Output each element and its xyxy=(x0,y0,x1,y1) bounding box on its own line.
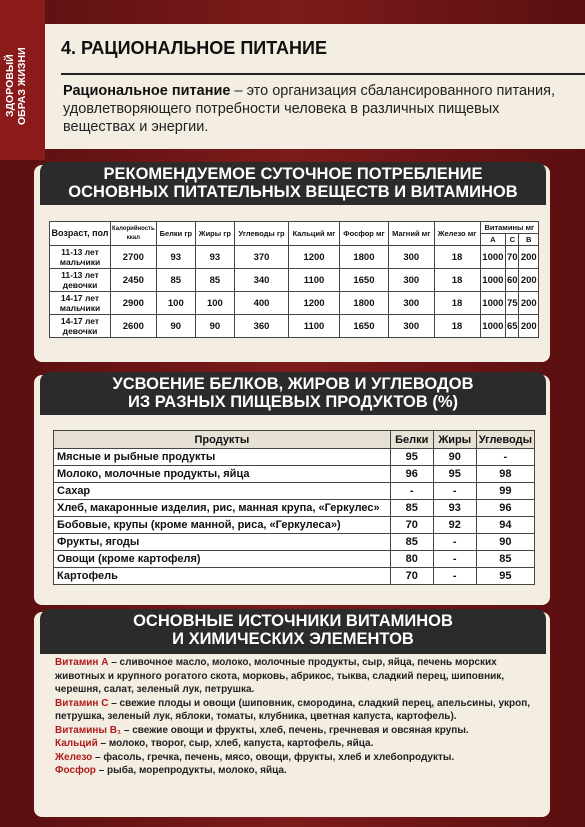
value-cell: 1000 xyxy=(480,246,506,269)
table-row xyxy=(54,534,535,551)
table-row xyxy=(54,449,535,466)
value-cell: 90 xyxy=(195,315,234,338)
value-cell: 2700 xyxy=(111,246,157,269)
col-header-fat: Жиры xyxy=(433,431,476,449)
product-cell: Картофель xyxy=(54,568,391,585)
fat-cell: 95 xyxy=(433,466,476,483)
col-header-iron: Железо мг xyxy=(434,222,480,246)
vitamin-sources: – свежие плоды и овощи (шиповник, смородина, сладкий перец, апельсины, укроп, петрушка, зеленый лук, яблоки, томаты, клубника, цветная капуста, картофель). xyxy=(55,697,531,722)
age-cell: 11-13 лет девочки xyxy=(50,269,111,292)
title-underline xyxy=(61,73,585,75)
value-cell: 1200 xyxy=(289,292,340,315)
intro-paragraph xyxy=(63,82,568,136)
fat-cell: - xyxy=(433,534,476,551)
protein-cell: - xyxy=(390,483,433,500)
value-cell: 100 xyxy=(195,292,234,315)
product-cell: Овощи (кроме картофеля) xyxy=(54,551,391,568)
value-cell: 300 xyxy=(389,246,435,269)
vitamin-sources: – сливочное масло, молоко, молочные продукты, сыр, яйца, печень морских животных и крупного рогатого скота, морковь, абрикос, тыква, сладкий перец, шиповник, черешня, салат, зеленый лук, петрушка. xyxy=(55,657,505,695)
col-header-phosphorus: Фосфор мг xyxy=(339,222,388,246)
table-row xyxy=(50,315,539,338)
col-header-vit-c: С xyxy=(506,234,519,246)
list-item xyxy=(55,656,537,697)
value-cell: 300 xyxy=(389,269,435,292)
sidebar-tab xyxy=(0,0,45,160)
table-header-row xyxy=(50,222,539,234)
value-cell: 1100 xyxy=(289,269,340,292)
value-cell: 18 xyxy=(434,315,480,338)
sidebar-label-line2: ОБРАЗ ЖИЗНИ xyxy=(16,47,28,125)
vitamin-sources-list xyxy=(55,656,537,778)
value-cell: 1800 xyxy=(339,246,388,269)
element-sources: – рыба, морепродукты, молоко, яйца. xyxy=(95,765,287,776)
col-header-carbs: Углеводы гр xyxy=(234,222,288,246)
value-cell: 200 xyxy=(519,315,539,338)
carbs-cell: 94 xyxy=(476,517,534,534)
carbs-cell: 99 xyxy=(476,483,534,500)
intro-text: – это организация сбалансированного питания, удовлетворяющего потребности человека в различных пищевых веществах и энергии. xyxy=(63,83,556,135)
col-header-protein: Белки гр xyxy=(156,222,195,246)
protein-cell: 96 xyxy=(390,466,433,483)
element-name: Фосфор xyxy=(55,765,96,776)
col-header-vit-b: В xyxy=(519,234,539,246)
table-row xyxy=(54,466,535,483)
value-cell: 1650 xyxy=(339,315,388,338)
table-row xyxy=(54,483,535,500)
value-cell: 60 xyxy=(506,269,519,292)
protein-cell: 85 xyxy=(390,534,433,551)
header-panel xyxy=(45,24,585,149)
table-row xyxy=(54,551,535,568)
table-row xyxy=(50,269,539,292)
carbs-cell: 98 xyxy=(476,466,534,483)
protein-cell: 80 xyxy=(390,551,433,568)
vitamin-name: Витамин С xyxy=(55,697,109,709)
list-item xyxy=(55,751,537,765)
fat-cell: - xyxy=(433,568,476,585)
value-cell: 1000 xyxy=(480,292,506,315)
protein-cell: 95 xyxy=(390,449,433,466)
vitamin-name: Витамины В₁ xyxy=(55,724,122,736)
table-row xyxy=(54,568,535,585)
absorption-table xyxy=(53,430,535,585)
carbs-cell: 90 xyxy=(476,534,534,551)
value-cell: 18 xyxy=(434,292,480,315)
value-cell: 93 xyxy=(156,246,195,269)
value-cell: 1650 xyxy=(339,269,388,292)
protein-cell: 70 xyxy=(390,517,433,534)
value-cell: 90 xyxy=(156,315,195,338)
section2-title-line1: УСВОЕНИЕ БЕЛКОВ, ЖИРОВ И УГЛЕВОДОВ xyxy=(112,375,474,393)
element-name: Железо xyxy=(55,751,93,763)
fat-cell: - xyxy=(433,483,476,500)
intro-term: Рациональное питание xyxy=(63,83,231,99)
value-cell: 1100 xyxy=(289,315,340,338)
value-cell: 18 xyxy=(434,246,480,269)
value-cell: 65 xyxy=(506,315,519,338)
product-cell: Бобовые, крупы (кроме манной, риса, «Геркулеса») xyxy=(54,517,391,534)
value-cell: 85 xyxy=(156,269,195,292)
col-header-vit-a: А xyxy=(480,234,506,246)
vitamin-sources: – свежие овощи и фрукты, хлеб, печень, гречневая и овсяная крупы. xyxy=(121,724,469,736)
value-cell: 75 xyxy=(506,292,519,315)
sidebar-label xyxy=(4,36,40,136)
col-header-product: Продукты xyxy=(54,431,391,449)
col-header-calcium: Кальций мг xyxy=(289,222,340,246)
page-title: 4. РАЦИОНАЛЬНОЕ ПИТАНИЕ xyxy=(61,38,327,58)
value-cell: 400 xyxy=(234,292,288,315)
value-cell: 1200 xyxy=(289,246,340,269)
sidebar-label-line1: ЗДОРОВЫЙ xyxy=(4,54,16,118)
list-item xyxy=(55,737,537,751)
product-cell: Сахар xyxy=(54,483,391,500)
section2-title-line2: ИЗ РАЗНЫХ ПИЩЕВЫХ ПРОДУКТОВ (%) xyxy=(127,393,459,411)
section1-banner xyxy=(40,162,546,205)
value-cell: 93 xyxy=(195,246,234,269)
section1-title-line2: ОСНОВНЫХ ПИТАТЕЛЬНЫХ ВЕЩЕСТВ И ВИТАМИНОВ xyxy=(68,183,518,201)
value-cell: 18 xyxy=(434,269,480,292)
fat-cell: 90 xyxy=(433,449,476,466)
value-cell: 85 xyxy=(195,269,234,292)
value-cell: 370 xyxy=(234,246,288,269)
value-cell: 200 xyxy=(519,292,539,315)
product-cell: Хлеб, макаронные изделия, рис, манная крупа, «Геркулес» xyxy=(54,500,391,517)
fat-cell: 92 xyxy=(433,517,476,534)
table-row xyxy=(54,500,535,517)
value-cell: 300 xyxy=(389,315,435,338)
table-row xyxy=(50,246,539,269)
value-cell: 1000 xyxy=(480,269,506,292)
section2-banner xyxy=(40,372,546,415)
value-cell: 360 xyxy=(234,315,288,338)
value-cell: 2600 xyxy=(111,315,157,338)
col-header-kcal: Калорийность ккал xyxy=(111,222,157,246)
value-cell: 100 xyxy=(156,292,195,315)
table-header-row xyxy=(54,431,535,449)
element-sources: – фасоль, гречка, печень, мясо, овощи, фрукты, хлеб и хлебопродукты. xyxy=(92,751,455,763)
carbs-cell: 95 xyxy=(476,568,534,585)
section1-title-line1: РЕКОМЕНДУЕМОЕ СУТОЧНОЕ ПОТРЕБЛЕНИЕ xyxy=(103,165,483,183)
value-cell: 200 xyxy=(519,269,539,292)
value-cell: 200 xyxy=(519,246,539,269)
list-item xyxy=(55,764,537,778)
product-cell: Мясные и рыбные продукты xyxy=(54,449,391,466)
product-cell: Молоко, молочные продукты, яйца xyxy=(54,466,391,483)
table-row xyxy=(54,517,535,534)
element-name: Кальций xyxy=(55,738,98,749)
table-row xyxy=(50,292,539,315)
value-cell: 2450 xyxy=(111,269,157,292)
protein-cell: 70 xyxy=(390,568,433,585)
vitamin-name: Витамин А xyxy=(55,657,109,668)
value-cell: 340 xyxy=(234,269,288,292)
col-header-fat: Жиры гр xyxy=(195,222,234,246)
list-item xyxy=(55,697,537,724)
value-cell: 2900 xyxy=(111,292,157,315)
element-sources: – молоко, творог, сыр, хлеб, капуста, картофель, яйца. xyxy=(97,738,374,749)
nutrients-table xyxy=(49,221,539,338)
section3-title-line2: И ХИМИЧЕСКИХ ЭЛЕМЕНТОВ xyxy=(172,630,414,648)
col-header-protein: Белки xyxy=(390,431,433,449)
section3-banner xyxy=(40,609,546,654)
col-header-carbs: Углеводы xyxy=(476,431,534,449)
carbs-cell: - xyxy=(476,449,534,466)
value-cell: 1000 xyxy=(480,315,506,338)
fat-cell: - xyxy=(433,551,476,568)
value-cell: 300 xyxy=(389,292,435,315)
col-header-vitamins: Витамины мг xyxy=(480,222,538,234)
list-item xyxy=(55,724,537,738)
col-header-age: Возраст, пол xyxy=(50,222,111,246)
fat-cell: 93 xyxy=(433,500,476,517)
value-cell: 1800 xyxy=(339,292,388,315)
col-header-magnesium: Магний мг xyxy=(389,222,435,246)
product-cell: Фрукты, ягоды xyxy=(54,534,391,551)
age-cell: 11-13 лет мальчики xyxy=(50,246,111,269)
protein-cell: 85 xyxy=(390,500,433,517)
section3-title-line1: ОСНОВНЫЕ ИСТОЧНИКИ ВИТАМИНОВ xyxy=(133,612,453,630)
age-cell: 14-17 лет мальчики xyxy=(50,292,111,315)
age-cell: 14-17 лет девочки xyxy=(50,315,111,338)
value-cell: 70 xyxy=(506,246,519,269)
carbs-cell: 96 xyxy=(476,500,534,517)
carbs-cell: 85 xyxy=(476,551,534,568)
